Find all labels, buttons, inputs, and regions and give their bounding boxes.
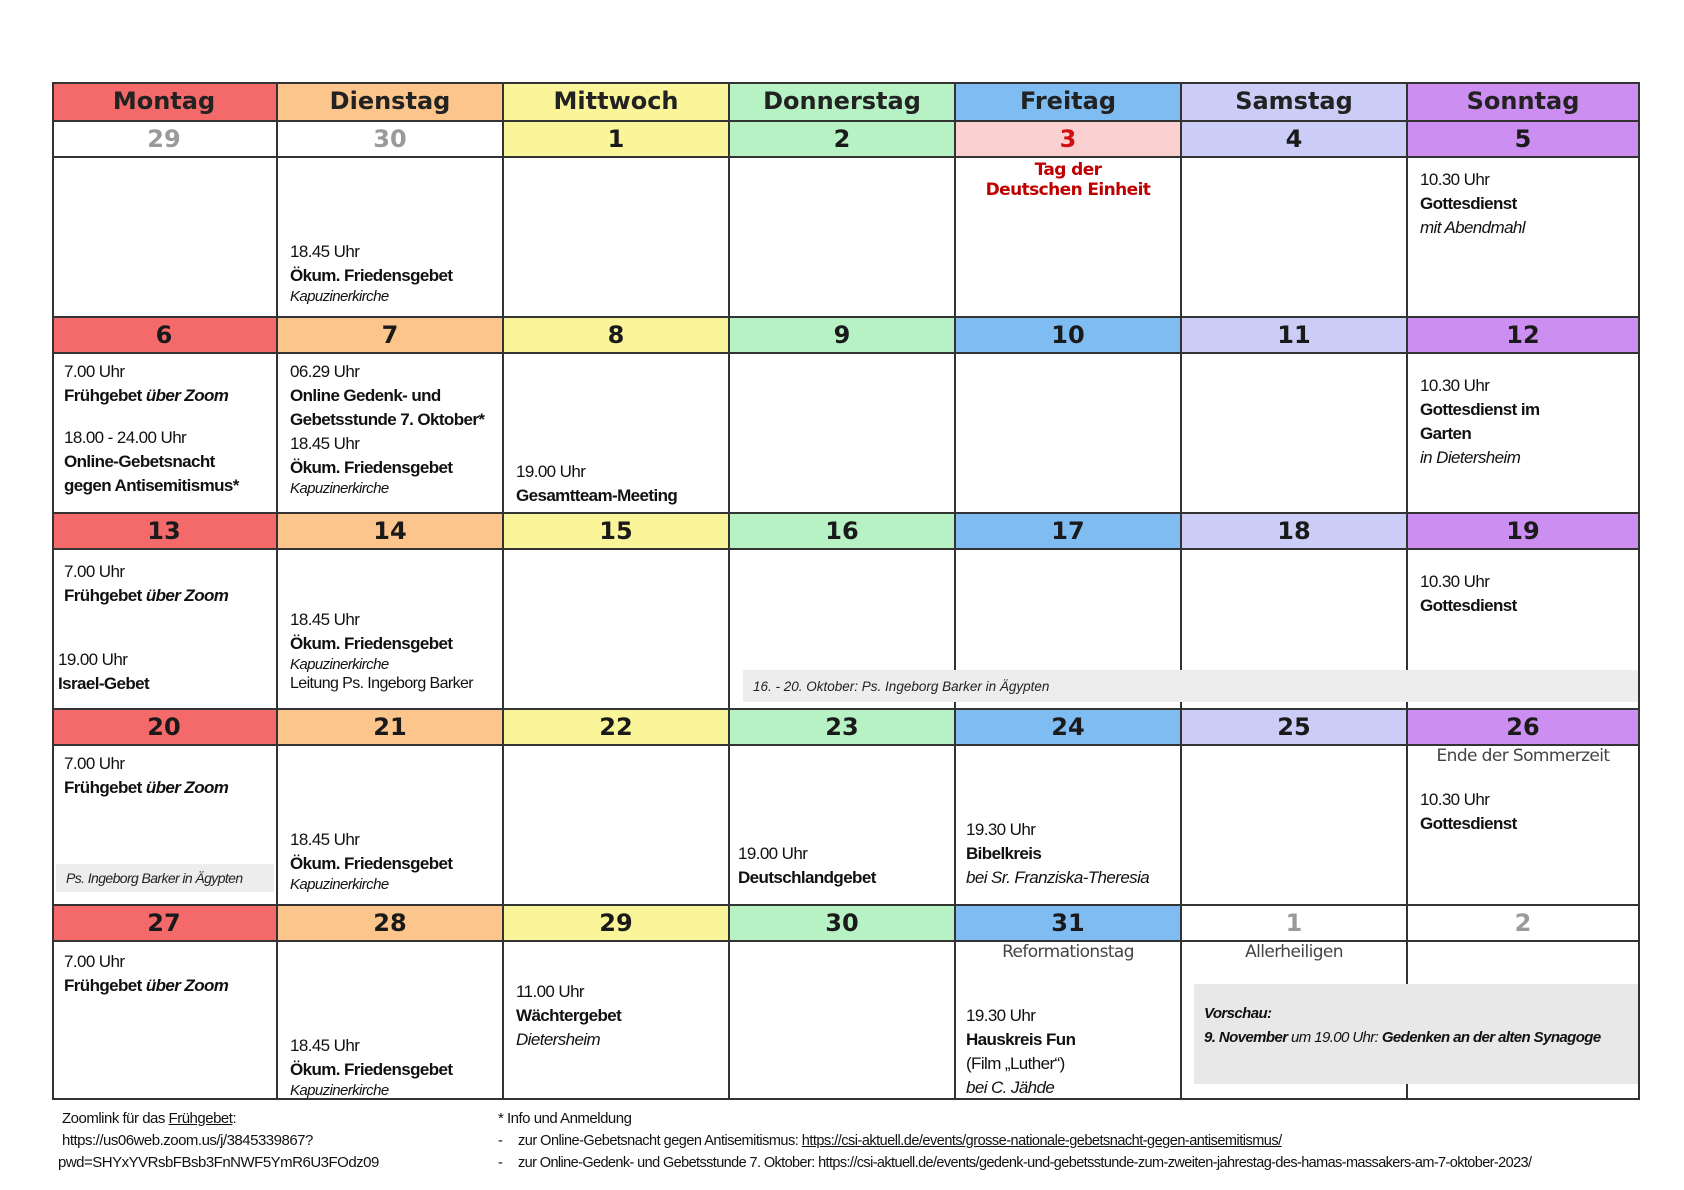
day-cell-w4-samstag[interactable] xyxy=(1182,746,1408,906)
gedenkstunde-url[interactable]: https://csi-aktuell.de/events/gedenk-und-gebetsstunde-zum-zweiten-jahrestag-des-hamas-massakers-am-7-oktober-2023/ xyxy=(818,1155,1532,1171)
day-cell-w1-samstag[interactable] xyxy=(1182,158,1408,318)
event-place: Kapuzinerkirche xyxy=(290,480,389,497)
event-time: 18.00 - 24.00 Uhr xyxy=(64,428,187,447)
info-title: * Info und Anmeldung xyxy=(498,1110,632,1127)
event-fruehgebet[interactable] xyxy=(64,560,272,608)
day-number: 15 xyxy=(504,514,730,550)
dash-icon: - xyxy=(498,1133,503,1149)
event-hauskreis[interactable] xyxy=(966,1004,1176,1100)
event-time: 19.00 Uhr xyxy=(738,844,808,863)
event-time: 7.00 Uhr xyxy=(64,362,125,381)
day-number: 12 xyxy=(1408,318,1640,354)
day-number: 26 xyxy=(1408,710,1640,746)
event-israel-gebet[interactable] xyxy=(58,648,272,696)
event-title: Ökum. Friedensgebet xyxy=(290,458,453,477)
event-title: Ökum. Friedensgebet xyxy=(290,1060,453,1079)
weekday-header-sonntag: Sonntag xyxy=(1408,82,1640,122)
holiday-label: Reformationstag xyxy=(1002,942,1134,962)
event-title: Online Gedenk- und xyxy=(290,386,441,405)
day-cell-w5-freitag[interactable] xyxy=(956,942,1182,1100)
day-cell-w4-mittwoch[interactable] xyxy=(504,746,730,906)
day-number: 24 xyxy=(956,710,1182,746)
dash-icon: - xyxy=(498,1155,503,1171)
event-time: 10.30 Uhr xyxy=(1420,572,1490,591)
event-bibelkreis[interactable] xyxy=(966,818,1176,890)
zoom-label: Zoomlink für das xyxy=(62,1110,169,1127)
info-line-1 xyxy=(498,1130,1678,1152)
event-time: 11.00 Uhr xyxy=(516,982,584,1001)
event-time: 18.45 Uhr xyxy=(290,1036,360,1055)
absence-note: 16. - 20. Oktober: Ps. Ingeborg Barker in Ägypten xyxy=(743,670,1638,702)
event-title: Frühgebet über Zoom xyxy=(64,778,229,797)
weekday-header-montag: Montag xyxy=(52,82,278,122)
event-gebetsnacht[interactable] xyxy=(64,426,272,498)
event-note: bei Sr. Franziska-Theresia xyxy=(966,868,1150,887)
event-gottesdienst[interactable] xyxy=(1420,168,1634,240)
fruehgebet-link[interactable]: Frühgebet xyxy=(168,1110,233,1127)
zoom-colon: : xyxy=(232,1110,237,1127)
event-title: Online-Gebetsnacht xyxy=(64,452,215,471)
day-cell-w2-mittwoch[interactable] xyxy=(504,354,730,514)
event-time: 18.45 Uhr xyxy=(290,434,360,453)
event-time: 10.30 Uhr xyxy=(1420,790,1490,809)
event-leader: Leitung Ps. Ingeborg Barker xyxy=(290,675,474,692)
event-title: Frühgebet über Zoom xyxy=(64,976,229,995)
event-place: Kapuzinerkirche xyxy=(290,1082,389,1099)
event-gottesdienst[interactable] xyxy=(1420,788,1634,836)
day-number: 19 xyxy=(1408,514,1640,550)
day-number: 28 xyxy=(278,906,504,942)
day-cell-w5-donnerstag[interactable] xyxy=(730,942,956,1100)
weekday-header-freitag: Freitag xyxy=(956,82,1182,122)
weekday-header-samstag: Samstag xyxy=(1182,82,1408,122)
day-cell-w4-donnerstag[interactable] xyxy=(730,746,956,906)
day-number: 7 xyxy=(278,318,504,354)
day-cell-w1-dienstag[interactable] xyxy=(278,158,504,318)
day-cell-w1-freitag[interactable] xyxy=(956,158,1182,318)
event-time: 19.30 Uhr xyxy=(966,1006,1036,1025)
event-title: Garten xyxy=(1420,424,1472,443)
day-number: 4 xyxy=(1182,122,1408,158)
day-cell-w1-montag[interactable] xyxy=(52,158,278,318)
event-time: 10.30 Uhr xyxy=(1420,170,1490,189)
event-title: Hauskreis Fun xyxy=(966,1030,1076,1049)
day-cell-w5-dienstag[interactable] xyxy=(278,942,504,1100)
day-cell-w1-donnerstag[interactable] xyxy=(730,158,956,318)
event-fruehgebet[interactable] xyxy=(64,950,272,998)
event-friedensgebet[interactable] xyxy=(290,608,498,694)
event-friedensgebet[interactable] xyxy=(290,1034,498,1100)
event-title: Gottesdienst xyxy=(1420,596,1517,615)
event-time: 18.45 Uhr xyxy=(290,610,360,629)
preview-box xyxy=(1194,984,1638,1084)
day-number: 16 xyxy=(730,514,956,550)
day-number: 17 xyxy=(956,514,1182,550)
day-cell-w2-donnerstag[interactable] xyxy=(730,354,956,514)
day-cell-w1-sonntag[interactable] xyxy=(1408,158,1640,318)
day-number: 30 xyxy=(730,906,956,942)
event-gottesdienst[interactable] xyxy=(1420,570,1634,618)
event-time: 19.00 Uhr xyxy=(58,650,128,669)
day-number: 20 xyxy=(52,710,278,746)
event-gesamtteam[interactable] xyxy=(516,460,724,508)
event-title: Bibelkreis xyxy=(966,844,1042,863)
day-number: 2 xyxy=(1408,906,1640,942)
event-time: 18.45 Uhr xyxy=(290,830,360,849)
day-number: 10 xyxy=(956,318,1182,354)
day-number: 21 xyxy=(278,710,504,746)
day-number: 11 xyxy=(1182,318,1408,354)
event-place: Kapuzinerkirche xyxy=(290,288,389,305)
day-cell-w5-mittwoch[interactable] xyxy=(504,942,730,1100)
weekday-header-mittwoch: Mittwoch xyxy=(504,82,730,122)
event-title: Deutschlandgebet xyxy=(738,868,876,887)
event-title: Gottesdienst xyxy=(1420,194,1517,213)
event-title: gegen Antisemitismus* xyxy=(64,476,239,495)
day-cell-w2-samstag[interactable] xyxy=(1182,354,1408,514)
zoom-url-line-1[interactable]: https://us06web.zoom.us/j/3845339867? xyxy=(62,1132,313,1149)
zoom-info xyxy=(58,1108,502,1174)
calendar-grid xyxy=(52,82,1640,1100)
zoom-url-line-2[interactable]: pwd=SHYxYVRsbFBsb3FnNWF5YmR6U3FOdz09 xyxy=(58,1154,379,1171)
event-time: 18.45 Uhr xyxy=(290,242,360,261)
event-time: 7.00 Uhr xyxy=(64,952,125,971)
day-cell-w4-sonntag[interactable] xyxy=(1408,746,1640,906)
day-cell-w2-montag[interactable] xyxy=(52,354,278,514)
day-number: 27 xyxy=(52,906,278,942)
event-gedenkstunde[interactable] xyxy=(290,360,498,432)
event-gottesdienst-garten[interactable] xyxy=(1420,374,1634,470)
event-title: Ökum. Friedensgebet xyxy=(290,266,453,285)
day-number: 9 xyxy=(730,318,956,354)
day-cell-w2-dienstag[interactable] xyxy=(278,354,504,514)
event-title: Ökum. Friedensgebet xyxy=(290,634,453,653)
holiday-label: Tag der Deutschen Einheit xyxy=(985,160,1151,200)
event-friedensgebet[interactable] xyxy=(290,828,498,894)
day-number: 29 xyxy=(504,906,730,942)
event-title: Ökum. Friedensgebet xyxy=(290,854,453,873)
holiday-label: Ende der Sommerzeit xyxy=(1436,746,1610,766)
event-waechtergebet[interactable] xyxy=(516,980,724,1052)
gebetsnacht-link[interactable]: https://csi-aktuell.de/events/grosse-nationale-gebetsnacht-gegen-antisemitismus/ xyxy=(801,1133,1282,1149)
day-cell-w2-sonntag[interactable] xyxy=(1408,354,1640,514)
day-cell-w4-freitag[interactable] xyxy=(956,746,1182,906)
day-cell-w3-montag[interactable] xyxy=(52,550,278,710)
preview-label: Vorschau: xyxy=(1204,1005,1272,1022)
day-cell-w3-dienstag[interactable] xyxy=(278,550,504,710)
event-time: 7.00 Uhr xyxy=(64,562,125,581)
event-title: Israel-Gebet xyxy=(58,674,150,693)
day-cell-w5-montag[interactable] xyxy=(52,942,278,1100)
day-number: 22 xyxy=(504,710,730,746)
day-number: 30 xyxy=(278,122,504,158)
event-time: 19.30 Uhr xyxy=(966,820,1036,839)
day-number: 29 xyxy=(52,122,278,158)
event-time: 7.00 Uhr xyxy=(64,754,125,773)
event-note: bei C. Jähde xyxy=(966,1078,1055,1097)
registration-info xyxy=(498,1108,1678,1174)
info-2-text: zur Online-Gedenk- und Gebetsstunde 7. Oktober: xyxy=(518,1155,819,1171)
day-number: 5 xyxy=(1408,122,1640,158)
event-note: mit Abendmahl xyxy=(1420,218,1525,237)
preview-text: 9. November um 19.00 Uhr: Gedenken an der alten Synagoge xyxy=(1204,1029,1601,1046)
day-number: 1 xyxy=(1182,906,1408,942)
weekday-header-donnerstag: Donnerstag xyxy=(730,82,956,122)
event-title: Gebetsstunde 7. Oktober* xyxy=(290,410,485,429)
event-time: 10.30 Uhr xyxy=(1420,376,1490,395)
event-title: Frühgebet über Zoom xyxy=(64,586,229,605)
info-1-text: zur Online-Gebetsnacht gegen Antisemitismus: xyxy=(518,1133,802,1149)
day-number: 6 xyxy=(52,318,278,354)
event-time: 19.00 Uhr xyxy=(516,462,586,481)
day-number: 31 xyxy=(956,906,1182,942)
event-place: Kapuzinerkirche xyxy=(290,656,389,673)
event-fruehgebet[interactable] xyxy=(64,752,272,800)
day-number: 25 xyxy=(1182,710,1408,746)
info-line-2 xyxy=(498,1152,1678,1174)
event-title: Frühgebet über Zoom xyxy=(64,386,229,405)
day-number: 8 xyxy=(504,318,730,354)
event-note: in Dietersheim xyxy=(1420,448,1521,467)
day-number: 3 xyxy=(956,122,1182,158)
event-friedensgebet[interactable] xyxy=(290,432,498,498)
day-number: 1 xyxy=(504,122,730,158)
event-title: Gottesdienst im xyxy=(1420,400,1540,419)
day-number: 2 xyxy=(730,122,956,158)
day-cell-w2-freitag[interactable] xyxy=(956,354,1182,514)
holiday-label: Allerheiligen xyxy=(1245,942,1343,962)
event-place: Kapuzinerkirche xyxy=(290,876,389,893)
event-time: 06.29 Uhr xyxy=(290,362,360,381)
event-note: Dietersheim xyxy=(516,1030,601,1049)
event-title: Wächtergebet xyxy=(516,1006,622,1025)
day-number: 14 xyxy=(278,514,504,550)
day-number: 18 xyxy=(1182,514,1408,550)
event-film: (Film „Luther“) xyxy=(966,1054,1065,1073)
day-cell-w4-dienstag[interactable] xyxy=(278,746,504,906)
day-cell-w3-mittwoch[interactable] xyxy=(504,550,730,710)
event-friedensgebet[interactable] xyxy=(290,240,498,306)
weekday-header-dienstag: Dienstag xyxy=(278,82,504,122)
day-number: 13 xyxy=(52,514,278,550)
event-deutschlandgebet[interactable] xyxy=(738,842,950,890)
day-number: 23 xyxy=(730,710,956,746)
event-title: Gesamtteam-Meeting xyxy=(516,486,678,505)
event-fruehgebet[interactable] xyxy=(64,360,272,408)
absence-note: Ps. Ingeborg Barker in Ägypten xyxy=(56,864,274,892)
day-cell-w1-mittwoch[interactable] xyxy=(504,158,730,318)
day-cell-w4-montag[interactable] xyxy=(52,746,278,906)
event-title: Gottesdienst xyxy=(1420,814,1517,833)
